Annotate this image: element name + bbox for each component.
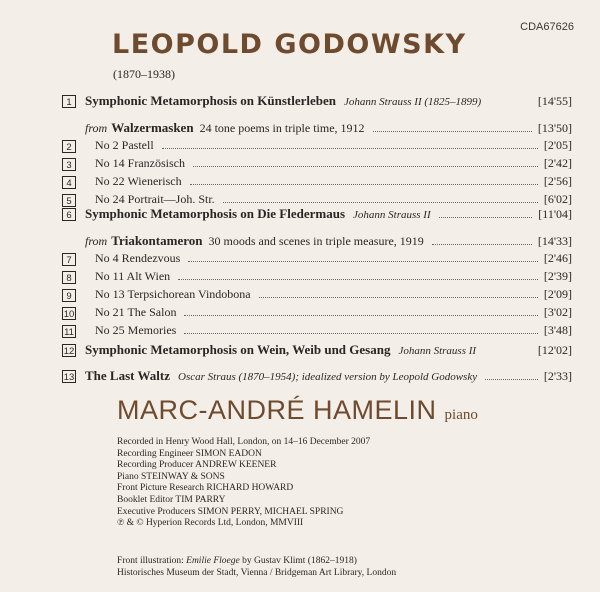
track-duration: [6'02] xyxy=(543,192,572,206)
performer-instrument: piano xyxy=(444,407,478,423)
dot-leader xyxy=(162,148,538,149)
set-title: Walzermasken xyxy=(111,120,194,135)
dot-leader xyxy=(178,279,538,280)
dot-leader xyxy=(432,244,532,245)
track-duration: [2'39] xyxy=(543,269,572,283)
track-duration: [2'09] xyxy=(543,287,572,301)
track-title: No 25 Memories xyxy=(95,323,177,337)
track-row xyxy=(62,93,572,109)
track-row xyxy=(62,342,572,358)
track-number: 7 xyxy=(62,253,76,266)
credit-line: ℗ & © Hyperion Records Ltd, London, MMVIII xyxy=(117,518,304,529)
set-description: 24 tone poems in triple time, 1912 xyxy=(199,121,365,135)
track-duration: [14'55] xyxy=(537,94,572,108)
composer-name: LEOPOLD GODOWSKY xyxy=(112,29,467,60)
track-title: No 22 Wienerisch xyxy=(95,174,182,188)
dot-leader xyxy=(439,217,533,218)
set-from: from xyxy=(85,121,108,135)
track-number: 6 xyxy=(62,208,76,221)
composer-dates: (1870–1938) xyxy=(113,67,175,81)
track-number: 9 xyxy=(62,289,76,302)
catalogue-number: CDA67626 xyxy=(520,21,574,33)
track-composer: Johann Strauss II (1825–1899) xyxy=(344,96,482,108)
credit-line: Recording Producer ANDREW KEENER xyxy=(117,460,277,471)
track-title: No 4 Rendezvous xyxy=(95,251,181,265)
track-number: 1 xyxy=(62,95,76,108)
track-title: No 13 Terpsichorean Vindobona xyxy=(95,287,251,301)
credit-line: Piano STEINWAY & SONS xyxy=(117,471,225,482)
track-number: 11 xyxy=(62,325,76,338)
credit-line: Front Picture Research RICHARD HOWARD xyxy=(117,483,294,494)
track-number: 5 xyxy=(62,194,76,207)
track-number: 12 xyxy=(63,345,75,357)
track-row xyxy=(62,251,572,267)
track-row xyxy=(62,156,572,172)
dot-leader xyxy=(223,202,538,203)
recording-credits xyxy=(117,437,370,530)
track-number: 3 xyxy=(62,158,76,171)
dot-leader xyxy=(184,315,537,316)
track-title: The Last Waltz xyxy=(85,368,170,383)
set-heading-row xyxy=(62,233,572,249)
track-duration: [2'42] xyxy=(543,156,572,170)
track-row xyxy=(62,206,572,222)
track-duration: [2'46] xyxy=(543,251,572,265)
front-illustration-source: Historisches Museum der Stadt, Vienna / Bridgeman Art Library, London xyxy=(117,567,397,578)
dot-leader xyxy=(373,131,532,132)
track-duration: [2'05] xyxy=(543,138,572,152)
set-duration: [14'33] xyxy=(537,234,572,248)
track-duration: [12'02] xyxy=(537,343,572,357)
set-title: Triakontameron xyxy=(111,233,203,248)
track-row xyxy=(62,269,572,285)
set-from: from xyxy=(85,234,108,248)
performer-name: MARC-ANDRÉ HAMELIN xyxy=(117,395,437,425)
track-title: No 2 Pastell xyxy=(95,138,154,152)
front-illustration-credit xyxy=(117,556,396,579)
track-duration: [3'48] xyxy=(543,323,572,337)
track-row xyxy=(62,174,572,190)
track-composer: Johann Strauss II xyxy=(353,209,431,221)
track-number: 4 xyxy=(62,176,76,189)
set-heading-row xyxy=(62,120,572,136)
performer xyxy=(117,395,478,426)
credit-line: Executive Producers SIMON PERRY, MICHAEL SPRING xyxy=(117,506,344,517)
dot-leader xyxy=(193,166,538,167)
track-title: No 24 Portrait—Joh. Str. xyxy=(95,192,215,206)
track-duration: [3'02] xyxy=(543,305,572,319)
dot-leader xyxy=(184,333,538,334)
track-title: Symphonic Metamorphosis on Die Fledermaus xyxy=(85,206,345,221)
set-description: 30 moods and scenes in triple measure, 1919 xyxy=(208,234,424,248)
track-number: 2 xyxy=(62,140,76,153)
track-row xyxy=(62,287,572,303)
track-title: No 14 Französisch xyxy=(95,156,185,170)
track-title: Symphonic Metamorphosis on Wein, Weib und Gesang xyxy=(85,342,391,357)
track-composer: Oscar Straus (1870–1954); idealized version by Leopold Godowsky xyxy=(178,371,478,383)
track-number: 13 xyxy=(63,371,75,383)
track-row xyxy=(62,138,572,154)
front-illustration-line: Front illustration: Emilie Floege by Gustav Klimt (1862–1918) xyxy=(117,556,357,566)
credit-line: Recording Engineer SIMON EADON xyxy=(117,448,262,459)
track-number: 10 xyxy=(63,308,75,320)
credit-line: Booklet Editor TIM PARRY xyxy=(117,494,226,505)
dot-leader xyxy=(259,297,538,298)
track-row xyxy=(62,368,572,384)
track-duration: [2'56] xyxy=(543,174,572,188)
track-number: 8 xyxy=(62,271,76,284)
track-composer: Johann Strauss II xyxy=(398,345,477,357)
track-row xyxy=(62,323,572,339)
dot-leader xyxy=(190,184,538,185)
dot-leader xyxy=(485,379,538,380)
track-duration: [2'33] xyxy=(543,369,572,383)
set-duration: [13'50] xyxy=(537,121,572,135)
credit-line: Recorded in Henry Wood Hall, London, on 14–16 December 2007 xyxy=(117,437,371,447)
track-title: No 21 The Salon xyxy=(95,305,177,319)
track-duration: [11'04] xyxy=(538,207,572,221)
dot-leader xyxy=(188,261,538,262)
track-title: Symphonic Metamorphosis on Künstlerleben xyxy=(85,93,336,108)
track-row xyxy=(62,305,572,321)
track-title: No 11 Alt Wien xyxy=(95,269,171,283)
